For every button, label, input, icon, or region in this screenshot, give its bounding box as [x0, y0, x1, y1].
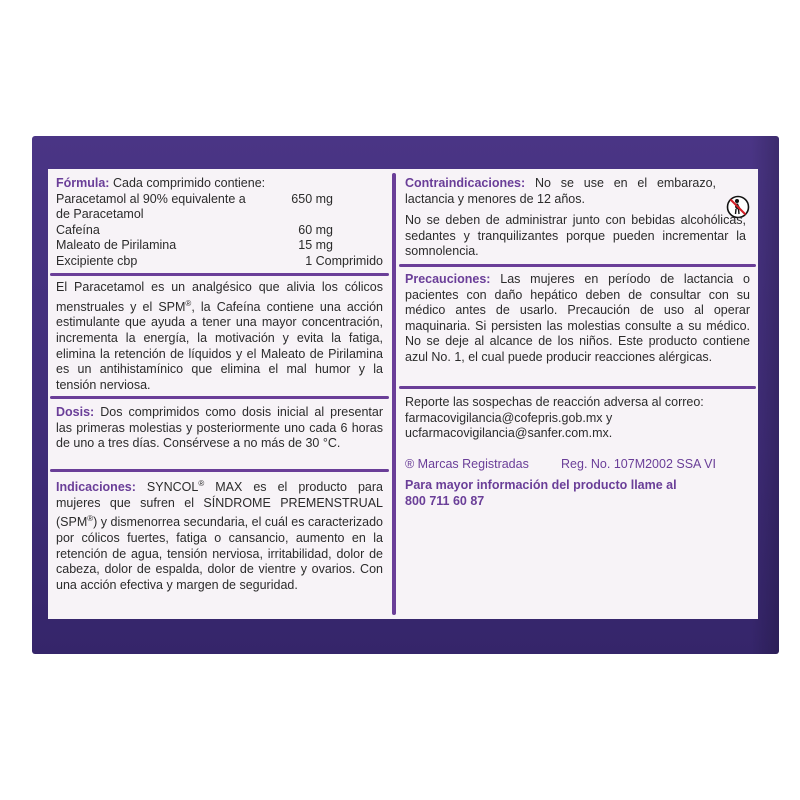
- section-divider: [399, 386, 756, 389]
- formula-row: [56, 254, 383, 270]
- contraindicaciones-section: [405, 176, 750, 207]
- column-divider: [392, 173, 396, 615]
- formula-row: [56, 223, 383, 239]
- formula-row: [56, 192, 383, 208]
- phone-number: 800 711 60 87: [405, 493, 485, 508]
- reporte-line: Reporte las sospechas de reacción adversa al correo:: [405, 395, 704, 409]
- marcas-registradas: ® Marcas Registradas: [405, 457, 529, 471]
- formula-section: [56, 176, 383, 270]
- precauciones-heading: Precauciones:: [405, 272, 491, 286]
- info-label: [48, 169, 758, 619]
- contraindicaciones-extra: [405, 213, 750, 260]
- formula-amount: 1 Comprimido: [305, 253, 383, 268]
- info-section: [405, 478, 750, 509]
- reporte-email: ucfarmacovigilancia@sanfer.com.mx.: [405, 426, 613, 441]
- left-column: [48, 169, 391, 619]
- formula-heading: Fórmula:: [56, 176, 110, 190]
- formula-amount: 650 mg: [291, 191, 333, 206]
- section-divider: [50, 469, 389, 472]
- formula-ingredient: Paracetamol al 90% equivalente a: [56, 191, 246, 206]
- reporte-email: farmacovigilancia@cofepris.gob.mx y: [405, 410, 613, 425]
- right-column: [397, 169, 758, 619]
- formula-amount: 60 mg: [298, 222, 333, 237]
- dosis-text: Dosis: Dos comprimidos como dosis inicial al presentar las primeras molestias y posteriormente uno cada 6 horas de uno a tres días. Consérvese a no más de 30 °C.: [56, 405, 383, 451]
- formula-ingredient: Maleato de Pirilamina: [56, 238, 177, 253]
- section-divider: [50, 396, 389, 399]
- reporte-section: [405, 395, 750, 442]
- formula-intro: Cada comprimido contiene:: [112, 176, 266, 190]
- contraindicaciones-text: Contraindicaciones: No se use en el embarazo, lactancia y menores de 12 años.: [405, 176, 717, 206]
- formula-ingredient: de Paracetamol: [56, 207, 144, 222]
- formula-ingredient: Cafeína: [56, 222, 100, 237]
- dosis-heading: Dosis:: [56, 405, 95, 419]
- registro-line: [405, 457, 750, 473]
- formula-row: [56, 207, 383, 223]
- precauciones-section: [405, 272, 750, 366]
- contraindicaciones-heading: Contraindicaciones:: [405, 176, 526, 190]
- precauciones-text: Precauciones: Las mujeres en período de lactancia o pacientes con daño hepático deben de consultar con su médico antes de usarlo. Precaución de uso al operar maquinaria. Si persisten las molestias consulte a su médico. No se deje al alcance de los niños. Este producto contiene azul No. 1, el cual puede producir reacciones alérgicas.: [405, 272, 750, 364]
- dosis-section: [56, 405, 383, 452]
- indicaciones-text: Indicaciones: SYNCOL® MAX es el producto para mujeres que sufren el SÍNDROME PREMENSTRUAL (SPM®) y dismenorrea secundaria, el cuál es caracterizado por cólicos fuertes, fatiga o cansancio, aumento en la retención de agua, tensión nerviosa, irritabilidad, dolor de cabeza, dolor de espalda, dolor de vientre y ovarios. Con una acción efectiva y margen de seguridad.: [56, 479, 384, 592]
- info-line: Para mayor información del producto llame al: [405, 478, 677, 492]
- indicaciones-heading: Indicaciones:: [56, 480, 136, 495]
- formula-ingredient: Excipiente cbp: [56, 253, 138, 268]
- description-section: [56, 280, 383, 393]
- formula-row: [56, 238, 383, 254]
- section-divider: [399, 264, 756, 267]
- indicaciones-section: [56, 476, 383, 593]
- formula-amount: 15 mg: [298, 238, 333, 253]
- contraindicaciones-text-2: No se deben de administrar junto con bebidas alcohólicas, sedantes y tranquilizantes porque pueden incrementar la somnolencia.: [405, 213, 746, 259]
- registro-numero: Reg. No. 107M2002 SSA VI: [561, 457, 716, 471]
- description-text: El Paracetamol es un analgésico que alivia los cólicos menstruales y el SPM®, la Cafeína contiene una acción estimulante que ayuda a tener una mayor concentración, incrementa la energía, la motivación y evita la fatiga, elimina la retención de líquidos y el Maleato de Pirilamina es un antihistamínico que elimina el mal humor y la tensión nerviosa.: [56, 280, 383, 392]
- section-divider: [50, 273, 389, 276]
